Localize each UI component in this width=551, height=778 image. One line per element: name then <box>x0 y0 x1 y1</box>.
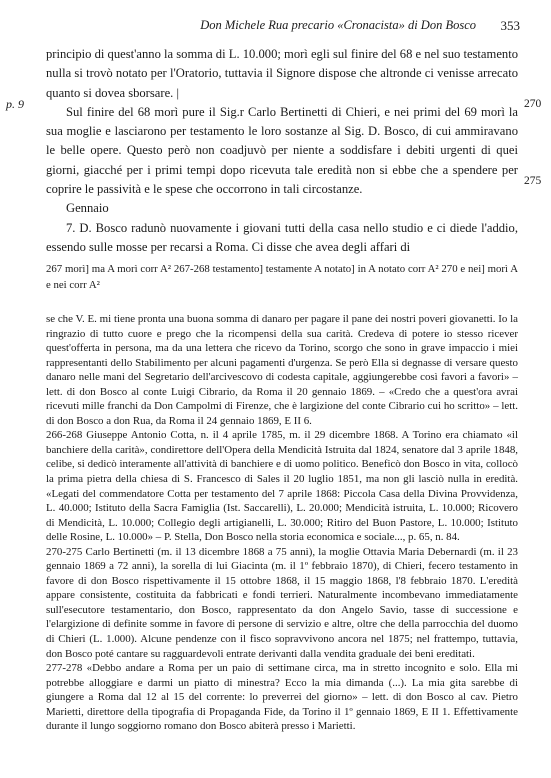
paragraph-1: principio di quest'anno la somma di L. 10.000; morì egli sul finire del 68 e nel suo testamento nulla si trovò notato per l'Oratorio, tuttavia il Signore dispose che altronde ci venisse arrecato quanto si dovea sborsare. | <box>46 47 519 100</box>
running-title: Don Michele Rua precario «Cronacista» di Don Bosco <box>200 18 476 32</box>
footnotes <box>46 312 518 734</box>
critical-apparatus: 267 morì] ma A morì corr A² 267-268 testamento] testamente A notato] in A notato corr A² 270 e nei] morì A e nei corr A² <box>46 263 518 291</box>
paragraph-2: Sul finire del 68 morì pure il Sig.r Carlo Bertinetti di Chieri, e nei primi del 69 morì la sua moglie e lasciarono per testamento le loro sostanze al Sig. D. Bosco, di cui ammiravano le belle opere. Questo però non coadjuvò per niente a soddisfare i debiti urgenti di quei giorni, giacché per i primi tempi dopo ricevuta tale eredità non si ebbe che a spendere per coprire le passività e le spese che occorrono in tali circostanze. <box>46 104 518 197</box>
page-number: 353 <box>500 18 520 33</box>
main-text <box>46 45 518 257</box>
section-heading-gennaio: Gennaio <box>66 201 109 216</box>
paragraph-3: 7. D. Bosco radunò nuovamente i giovani tutti della casa nello studio e ci diede l'addio, essendo sulle mosse per recarsi a Roma. Ci disse che avea degli affari di <box>46 220 518 254</box>
running-header <box>80 18 520 36</box>
line-number-270: 270 <box>524 98 542 110</box>
note-277-278: 277-278 «Debbo andare a Roma per un paio di settimane circa, ma in stretto incognito e solo. Ella mi potrebbe alloggiare e darmi un piatto di minestra? Ecco la mia dimanda (...). La mia gita sarebbe di giungere a Roma dal 12 al 15 del corrente: lo preverrei del giorno» – lett. di don Bosco al cav. Pietro Marietti, direttore della tipografia di Propaganda Fide, da Torino il 1º gennaio 1869, E II 1. Effettivamente durante il lungo soggiorno romano don Bosco abiterà presso i Marietti. <box>46 662 518 733</box>
note-270-275: 270-275 Carlo Bertinetti (m. il 13 dicembre 1868 a 75 anni), la moglie Ottavia Maria Debernardi (m. il 23 gennaio 1869 a 72 anni), la sorella di lui Giacinta (m. il 1º febbraio 1870), di Chieri, fecero testamento in favore di don Bosco rispettivamente il 15 ottobre 1868, il 15 maggio 1868, l'8 febbraio 1870. L'eredità appare consistente, costituita da fabbricati e fondi terrieri. Naturalmente incombevano immediatamente sull'esecutore testamentario, don Bosco, rappresentato da don Angelo Savio, tasse di successione e l'elargizione di definite somme in favore di persone di servizio e altre, oltre che della parrocchia del duomo di Chieri (L. 1.000). Alcune pendenze con il fisco sopravvivono ancora nel 1875; nel frattempo, tuttavia, don Bosco poté cantare su ragguardevoli entrate derivanti dalla vendita graduale dei beni ereditati. <box>46 545 518 660</box>
line-number-275: 275 <box>524 175 542 187</box>
note-continued: se che V. E. mi tiene pronta una buona somma di danaro per pagare il pane dei nostri poveri giovanetti. Io la ringrazio di tutto cuore e prego che la ricompensi della sua carità. Credeva di potere io stesso ricever quest'offerta in persona, ma da una lettera che ricevo da Torino, scorgo che sono in grave impaccio i miei rappresentanti dello Stabilimento per alcuni pagamenti d'urgenza. Se però Ella si degnasse di versare questo danaro nelle mani del Segretario dell'arcivescovo di codesta capitale, aggiungerebbe così favori a favori» – lett. di don Bosco al conte Luigi Cibrario, da Roma il 20 gennaio 1869. – «Credo che a quest'ora avrai ricevuti mille franchi da Don Campolmi di Firenze, che è largizione del conte Cibrario cui ho scritto» – lett. di don Bosco a don Rua, da Roma il 24 gennaio 1869, E II 6. <box>46 313 518 427</box>
note-266-268: 266-268 Giuseppe Antonio Cotta, n. il 4 aprile 1785, m. il 29 dicembre 1868. A Torino era chiamato «il banchiere della carità», condirettore dell'Opera della Mendicità Istruita dal 1824, senatore dal 3 aprile 1848, celibe, si dedicò interamente all'attività di banchiere e di uomo politico. Beneficò don Bosco in vita, collocò la prima pietra della chiesa di S. Francesco di Sales il 20 luglio 1851, ma non gli lasciò nulla in eredità. «Legati del commendatore Cotta per testamento del 7 aprile 1868: Piccola Casa della Divina Provvidenza, L. 40.000; Istituto della Sacra Famiglia (Ist. Saccarelli), L. 20.000; Mendicità istruita, L. 10.000; Ricovero di Mendicità, L. 10.000; Collegio degli artigianelli, L. 30.000; Ritiro del Buon Pastore, L. 10.000; Istituto delle Rosine, L. 10.000» – P. Stella, Don Bosco nella storia economica e sociale..., p. 65, n. 84. <box>46 429 518 544</box>
margin-page-reference: p. 9 <box>6 97 24 111</box>
